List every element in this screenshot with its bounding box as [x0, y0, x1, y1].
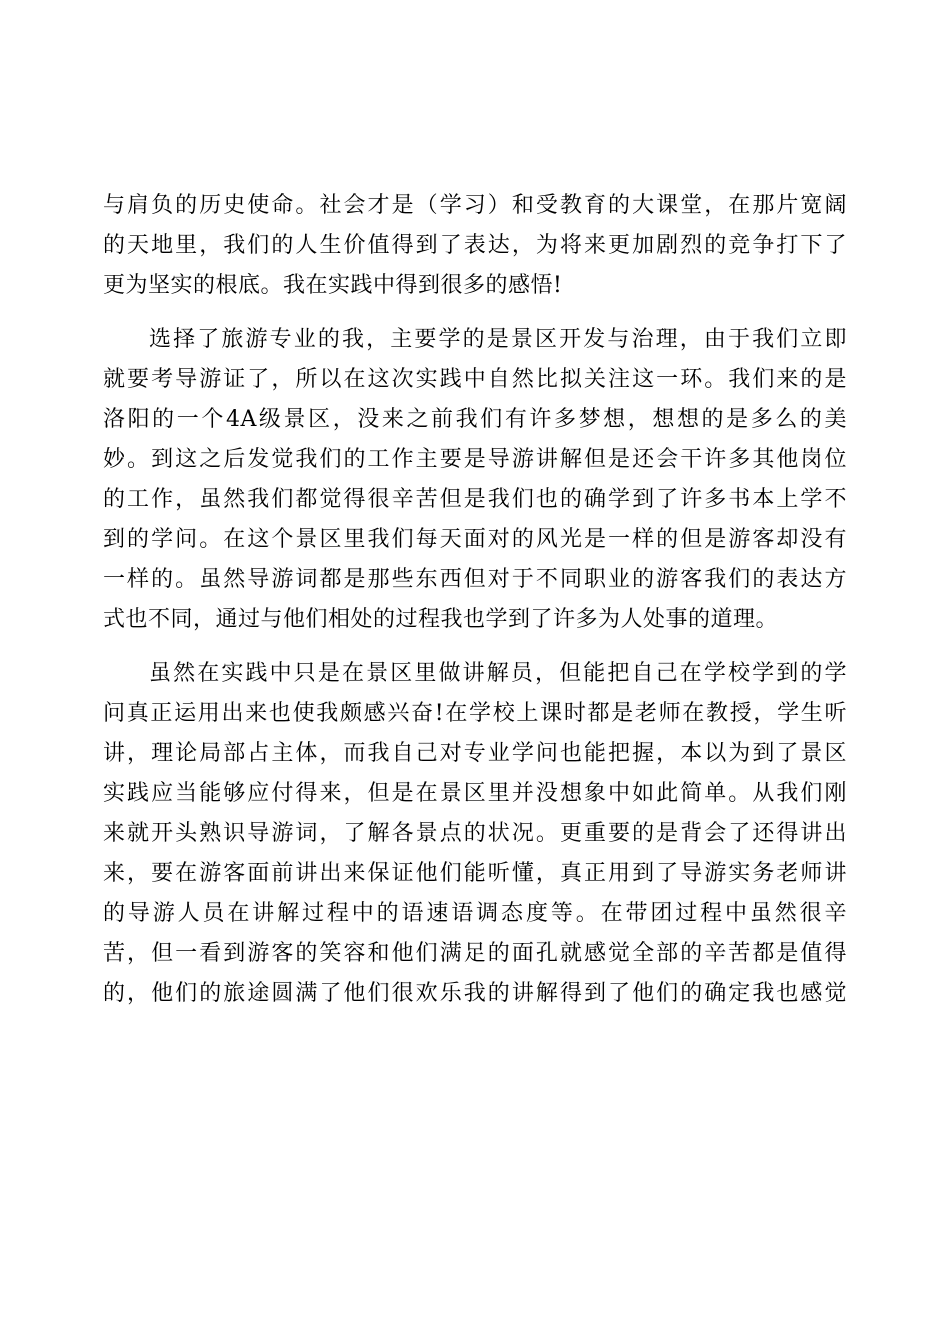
- text-line: 一样的。虽然导游词都是那些东西但对于不同职业的游客我们的表达方: [103, 567, 847, 592]
- text-line: 就要考导游证了，所以在这次实践中自然比拟关注这一环。我们来的是: [103, 367, 847, 392]
- text-line: 的，他们的旅途圆满了他们很欢乐我的讲解得到了他们的确定我也感觉: [103, 981, 847, 1006]
- text-line: 实践应当能够应付得来，但是在景区里并没想象中如此简单。从我们刚: [103, 781, 847, 806]
- text-line: 虽然在实践中只是在景区里做讲解员，但能把自己在学校学到的学: [149, 661, 847, 686]
- text-line: 来，要在游客面前讲出来保证他们能听懂，真正用到了导游实务老师讲: [103, 861, 847, 886]
- text-line: 选择了旅游专业的我，主要学的是景区开发与治理，由于我们立即: [149, 327, 847, 352]
- text-line: 来就开头熟识导游词，了解各景点的状况。更重要的是背会了还得讲出: [103, 821, 847, 846]
- text-line: 的天地里，我们的人生价值得到了表达，为将来更加剧烈的竞争打下了: [103, 233, 847, 258]
- paragraph-gap: [103, 640, 847, 654]
- text-line: 式也不同，通过与他们相处的过程我也学到了许多为人处事的道理。: [103, 607, 779, 632]
- document-body: [103, 186, 847, 1014]
- paragraph-3: [103, 654, 847, 1014]
- text-line: 的工作，虽然我们都觉得很辛苦但是我们也的确学到了许多书本上学不: [103, 487, 847, 512]
- text-line: 的导游人员在讲解过程中的语速语调态度等。在带团过程中虽然很辛: [103, 901, 847, 926]
- text-line: 与肩负的历史使命。社会才是（学习）和受教育的大课堂，在那片宽阔: [103, 193, 847, 218]
- text-line: 更为坚实的根底。我在实践中得到很多的感悟!: [103, 273, 563, 298]
- paragraph-2: [103, 320, 847, 640]
- text-line: 讲，理论局部占主体，而我自己对专业学问也能把握，本以为到了景区: [103, 741, 847, 766]
- text-line: 到的学问。在这个景区里我们每天面对的风光是一样的但是游客却没有: [103, 527, 847, 552]
- paragraph-gap: [103, 306, 847, 320]
- text-line: 洛阳的一个4A级景区，没来之前我们有许多梦想，想想的是多么的美: [103, 407, 847, 432]
- text-line: 问真正运用出来也使我颇感兴奋!在学校上课时都是老师在教授，学生听: [103, 701, 847, 726]
- text-line: 妙。到这之后发觉我们的工作主要是导游讲解但是还会干许多其他岗位: [103, 447, 847, 472]
- paragraph-1: [103, 186, 847, 306]
- text-line: 苦，但一看到游客的笑容和他们满足的面孔就感觉全部的辛苦都是值得: [103, 941, 847, 966]
